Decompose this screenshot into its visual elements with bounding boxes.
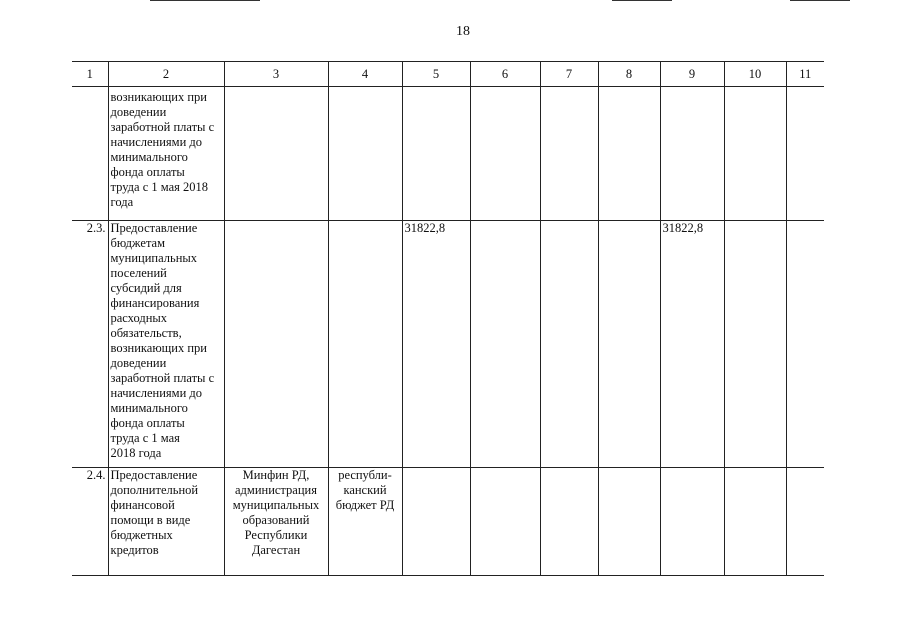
table-row [72, 221, 824, 468]
row-col9 [660, 468, 724, 576]
row-col5 [402, 87, 470, 221]
row-col9: 31822,8 [660, 221, 724, 468]
header-cell-5: 5 [402, 62, 470, 87]
row-description: Предоставление бюджетам муниципальных поселений субсидий для финансирования расходных обязательств, возникающих при доведении заработной платы с начислениями до минимального фонда оплаты труда с 1 мая 2018 года [108, 221, 224, 468]
row-col10 [724, 221, 786, 468]
row-executor [224, 87, 328, 221]
row-col10 [724, 468, 786, 576]
row-number: 2.4. [72, 468, 108, 576]
header-cell-10: 10 [724, 62, 786, 87]
row-description: Предоставление дополнительной финансовой помощи в виде бюджетных кредитов [108, 468, 224, 576]
row-col11 [786, 468, 824, 576]
page-number: 18 [456, 24, 470, 39]
row-number: 2.3. [72, 221, 108, 468]
row-col6 [470, 468, 540, 576]
scan-edge-mark-far-right [790, 0, 850, 1]
row-executor: Минфин РД, администрация муниципальных образований Республики Дагестан [224, 468, 328, 576]
row-col11 [786, 221, 824, 468]
header-cell-3: 3 [224, 62, 328, 87]
row-source [328, 221, 402, 468]
scan-edge-mark-right [612, 0, 672, 1]
table-header-row [72, 62, 824, 87]
header-cell-6: 6 [470, 62, 540, 87]
header-cell-9: 9 [660, 62, 724, 87]
row-col8 [598, 221, 660, 468]
row-col5: 31822,8 [402, 221, 470, 468]
row-col6 [470, 87, 540, 221]
header-cell-8: 8 [598, 62, 660, 87]
budget-table [72, 61, 824, 576]
header-cell-7: 7 [540, 62, 598, 87]
header-cell-1: 1 [72, 62, 108, 87]
row-number [72, 87, 108, 221]
row-col7 [540, 221, 598, 468]
header-cell-11: 11 [786, 62, 824, 87]
table-row [72, 468, 824, 576]
header-cell-2: 2 [108, 62, 224, 87]
row-source: республи- канский бюджет РД [328, 468, 402, 576]
row-col7 [540, 468, 598, 576]
row-col8 [598, 87, 660, 221]
table-row [72, 87, 824, 221]
row-col8 [598, 468, 660, 576]
row-col5 [402, 468, 470, 576]
row-col11 [786, 87, 824, 221]
header-cell-4: 4 [328, 62, 402, 87]
row-col9 [660, 87, 724, 221]
scan-edge-mark-left [150, 0, 260, 1]
row-col7 [540, 87, 598, 221]
row-description: возникающих при доведении заработной платы с начислениями до минимального фонда оплаты труда с 1 мая 2018 года [108, 87, 224, 221]
row-col10 [724, 87, 786, 221]
row-source [328, 87, 402, 221]
row-executor [224, 221, 328, 468]
row-col6 [470, 221, 540, 468]
